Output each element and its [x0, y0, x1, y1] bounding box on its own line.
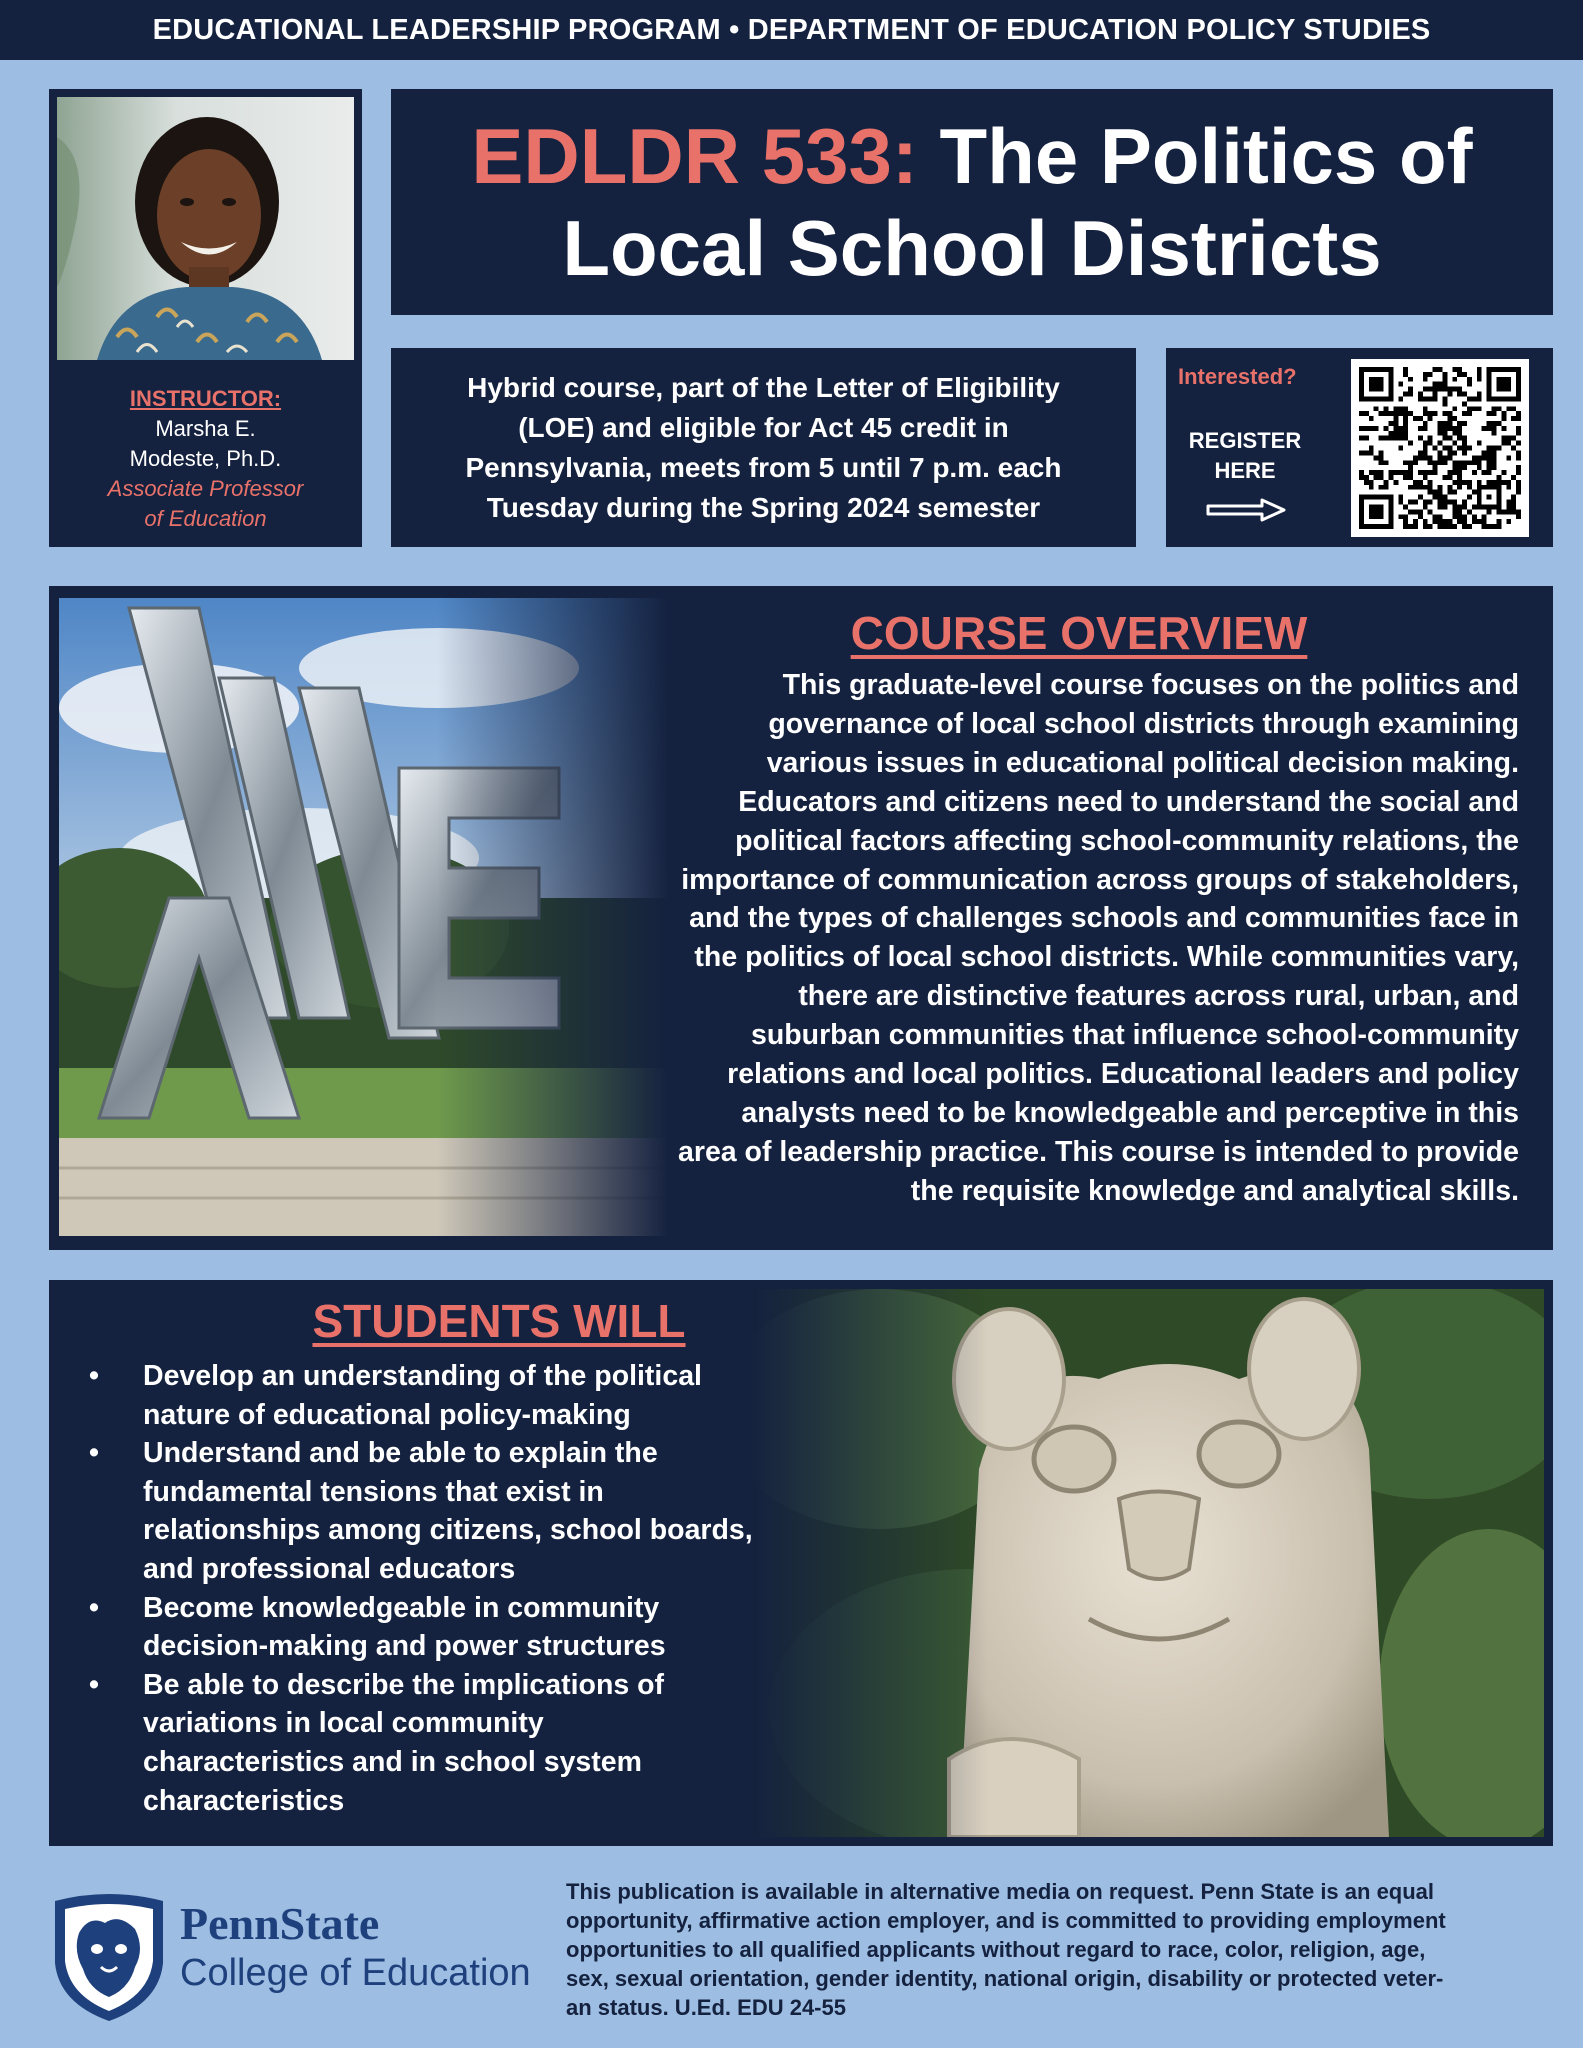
- course-overview-section: [49, 586, 1553, 1250]
- list-item-line: • Develop an understanding of the political: [143, 1360, 702, 1392]
- overview-line: governance of local school districts through examining: [768, 707, 1519, 740]
- instructor-name-line1: Marsha E.: [155, 416, 256, 441]
- college-name: College of Education: [180, 1952, 531, 1994]
- instructor-role: [49, 474, 362, 534]
- overview-line: This graduate-level course focuses on the politics and: [782, 669, 1519, 701]
- overview-line: and the types of challenges schools and communities face in: [689, 902, 1519, 935]
- course-title: [471, 110, 1472, 294]
- overview-line: relations and local politics. Educational leaders and policy: [727, 1058, 1519, 1091]
- overview-line: the requisite knowledge and analytical skills.: [910, 1174, 1519, 1207]
- list-item: [71, 1357, 831, 1434]
- nittany-lion-photo: [749, 1289, 1544, 1837]
- course-title-line1-rest: The Politics of: [939, 112, 1473, 200]
- info-line: Tuesday during the Spring 2024 semester: [486, 491, 1041, 523]
- top-banner: [0, 0, 1583, 60]
- course-title-line2: Local School Districts: [562, 204, 1382, 292]
- top-banner-text: EDUCATIONAL LEADERSHIP PROGRAM • DEPARTMENT OF EDUCATION POLICY STUDIES: [152, 13, 1431, 46]
- instructor-role-line1: Associate Professor: [107, 476, 304, 501]
- list-item-line: decision-making and power structures: [143, 1630, 666, 1663]
- students-will-section: [49, 1280, 1553, 1846]
- list-item-line: relationships among citizens, school boards,: [143, 1514, 753, 1547]
- list-item-line: variations in local community: [143, 1707, 544, 1740]
- learning-outcomes-list: [71, 1357, 831, 1820]
- list-item: [71, 1589, 831, 1666]
- list-item-line: characteristics: [143, 1784, 345, 1817]
- register-label-line1: REGISTER: [1188, 428, 1302, 453]
- instructor-info: [49, 384, 362, 534]
- penn-state-shield-logo: [49, 1893, 169, 2023]
- info-line: Hybrid course, part of the Letter of Eligibility: [467, 371, 1060, 403]
- right-arrow-icon: [1206, 498, 1286, 522]
- registration-qr-code[interactable]: [1351, 359, 1529, 537]
- list-item-line: characteristics and in school system: [143, 1745, 642, 1778]
- info-line: (LOE) and eligible for Act 45 credit in: [518, 411, 1009, 443]
- course-title-box: [391, 89, 1553, 315]
- overview-line: political factors affecting school-community relations, the: [735, 824, 1519, 857]
- register-here-link[interactable]: [1178, 426, 1312, 486]
- overview-line: importance of communication across groups of stakeholders,: [681, 863, 1519, 896]
- register-label-line2: HERE: [1214, 458, 1276, 483]
- course-overview-title: COURSE OVERVIEW: [850, 607, 1308, 659]
- list-item: [71, 1434, 831, 1588]
- overview-line: analysts need to be knowledgeable and perceptive in this: [741, 1096, 1519, 1129]
- equal-opportunity-statement: [566, 1877, 1556, 2022]
- overview-line: Educators and citizens need to understand the social and: [738, 785, 1519, 818]
- instructor-role-line2: of Education: [144, 506, 267, 531]
- course-overview-body: [569, 666, 1519, 1211]
- list-item-line: • Be able to describe the implications of: [143, 1668, 665, 1701]
- footer-line: opportunities to all qualified applicants without regard to race, color, religion, age,: [566, 1937, 1426, 1962]
- footer-line: This publication is available in alternative media on request. Penn State is an equal: [566, 1879, 1435, 1904]
- students-will-title: STUDENTS WILL: [312, 1295, 686, 1347]
- instructor-label: INSTRUCTOR:: [129, 386, 282, 411]
- interested-label: Interested?: [1178, 364, 1297, 389]
- list-item-line: and professional educators: [143, 1552, 516, 1585]
- info-line: Pennsylvania, meets from 5 until 7 p.m. each: [465, 451, 1062, 483]
- instructor-card: [49, 89, 362, 547]
- list-item-line: • Understand and be able to explain the: [143, 1437, 658, 1470]
- penn-state-wordmark: PennState: [180, 1898, 380, 1949]
- overview-line: the politics of local school districts. While communities vary,: [694, 941, 1519, 974]
- list-item: [71, 1666, 831, 1820]
- instructor-name: [49, 414, 362, 474]
- overview-line: area of leadership practice. This course is intended to provide: [678, 1135, 1519, 1168]
- register-box[interactable]: [1166, 348, 1553, 547]
- footer-line: opportunity, affirmative action employer, and is committed to providing employment: [566, 1908, 1446, 1933]
- course-code: EDLDR 533:: [471, 112, 918, 200]
- course-title-line1: [471, 110, 1472, 202]
- instructor-photo: [57, 97, 354, 360]
- list-item-line: fundamental tensions that exist in: [143, 1475, 604, 1508]
- footer-line: sex, sexual orientation, gender identity, national origin, disability or protected veter-: [566, 1966, 1444, 1991]
- list-item-line: nature of educational policy-making: [143, 1398, 631, 1431]
- course-info-box: [391, 348, 1136, 547]
- course-info-text: [466, 368, 1062, 528]
- footer-line: an status. U.Ed. EDU 24-55: [566, 1995, 846, 2020]
- overview-line: suburban communities that influence school-community: [751, 1019, 1519, 1052]
- instructor-name-line2: Modeste, Ph.D.: [129, 446, 282, 471]
- overview-line: various issues in educational political decision making.: [766, 746, 1519, 779]
- overview-line: there are distinctive features across rural, urban, and: [798, 980, 1519, 1013]
- list-item-line: • Become knowledgeable in community: [143, 1591, 660, 1624]
